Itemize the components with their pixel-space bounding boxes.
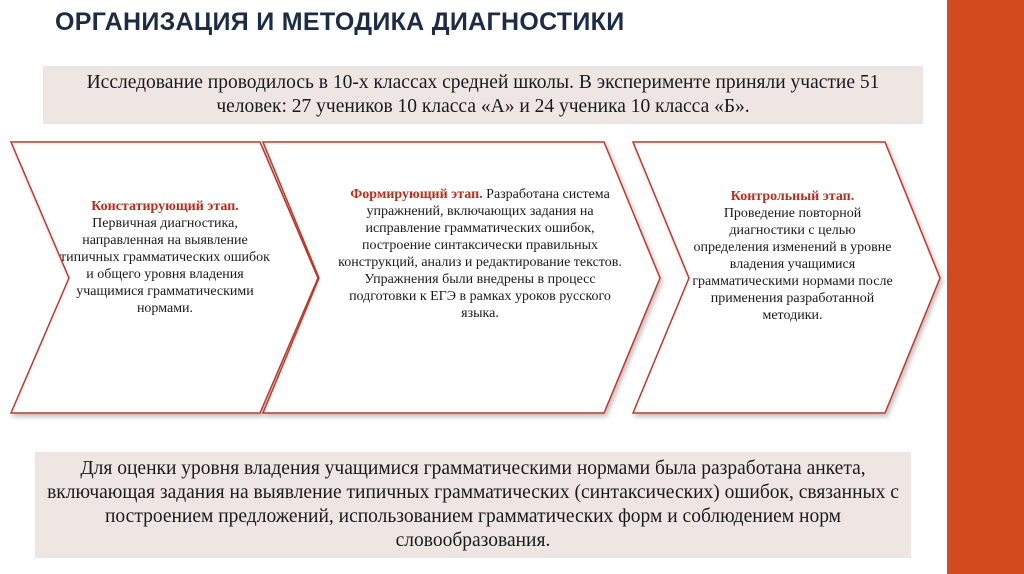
intro-text: Исследование проводилось в 10-х классах средней школы. В эксперименте приняли участие 51 человек: 27 учеников 10 класса «А» и 24 ученика 10 класса «Б».	[86, 72, 880, 117]
conclusion-box	[35, 452, 911, 558]
step-forming	[330, 186, 630, 322]
step-control	[690, 188, 895, 324]
step-3-head: Контрольный этап.	[730, 189, 855, 204]
step-3-body: Проведение повторной диагностики с целью определения изменений в уровне владения учащимися грамматическими нормами после применения разработанной методики.	[692, 206, 893, 323]
conclusion-text: Для оценки уровня владения учащимися грамматическими нормами была разработана анкета, включающая задания на выявление типичных грамматических (синтаксических) ошибок, связанных с построением предложений, использованием грамматических форм и соблюдением норм словообразования.	[47, 458, 899, 551]
step-1-body: Первичная диагностика, направленная на выявление типичных грамматических ошибок и общего уровня владения учащимися грамматическими нормами.	[60, 216, 270, 316]
page-title: ОРГАНИЗАЦИЯ И МЕТОДИКА ДИАГНОСТИКИ	[55, 8, 625, 36]
step-2-head: Формирующий этап.	[350, 187, 483, 202]
step-2-body: Разработана система упражнений, включающих задания на исправление грамматических ошибок, построение синтаксически правильных конструкций, анализ и редактирование текстов. Упражнения были внедрены в процесс подготовки к ЕГЭ в рамках уроков русского языка.	[338, 187, 622, 321]
step-1-head: Констатирующий этап.	[91, 199, 239, 214]
step-ascertaining	[60, 198, 270, 317]
